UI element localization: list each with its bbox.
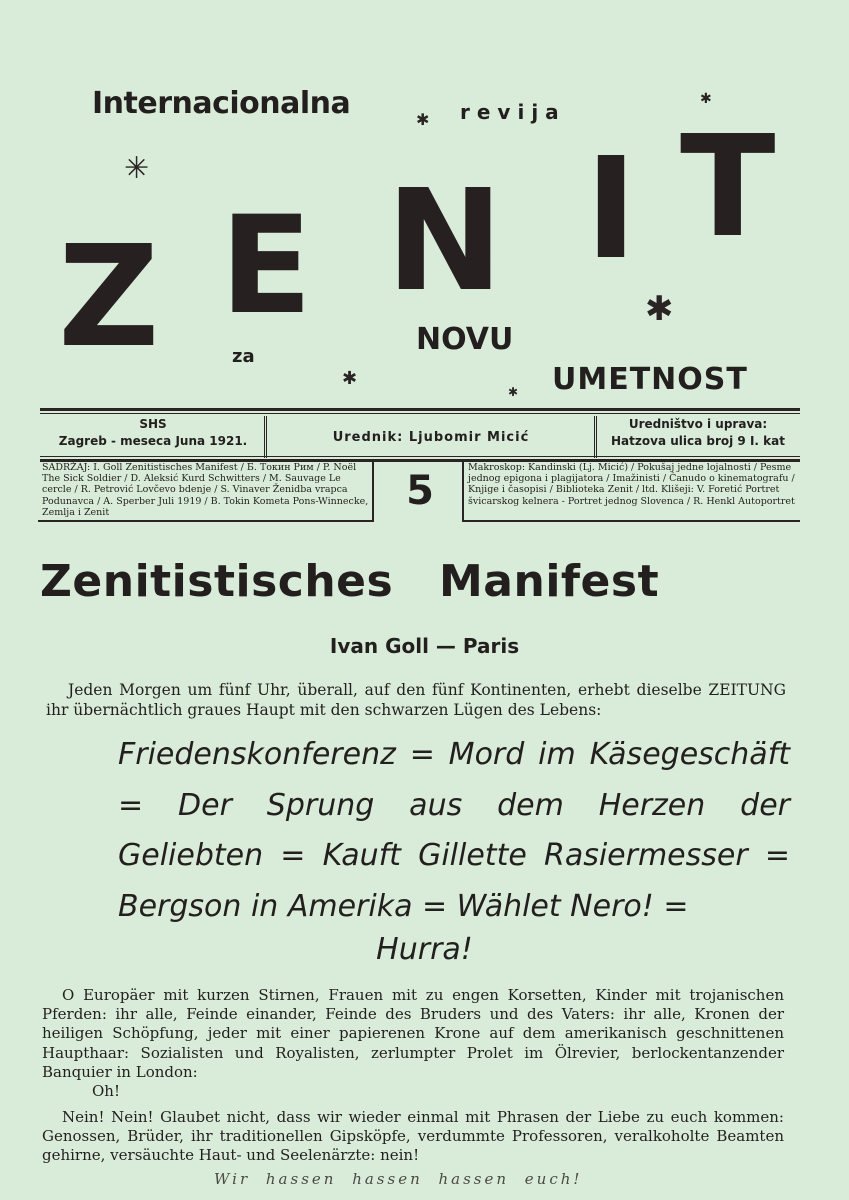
title-letter-z: Z — [58, 216, 160, 379]
masthead-date: Zagreb - meseca Juna 1921. — [58, 434, 248, 448]
title-letter-t: T — [680, 106, 776, 269]
title-letter-e: E — [220, 187, 313, 344]
star-icon: ✱ — [508, 385, 519, 399]
masthead-address: Hatzova ulica broj 9 I. kat — [611, 434, 785, 448]
paragraph-2: O Europäer mit kurzen Stirnen, Frauen mit zu engen Korsetten, Kinder mit trojanischen Pferden: ihr alle, Feinde einander, Feinde des Bruders und des Vaters: ihr alle, Kronen der heiligen Schöpfung, jeder mit einer papierenen Krone auf dem amerikanisch geschnittenen Haupthaar: Sozialisten und Royalisten, zerlumpter Prolet im Ölrevier, berlockentanzender Banquier in London: — [42, 986, 784, 1081]
word-za: za — [232, 346, 255, 367]
hurra-line: Hurra! — [376, 932, 473, 967]
closing-line: Wir hassen hassen hassen euch! — [214, 1170, 583, 1188]
oh-line: Oh! — [92, 1082, 120, 1100]
paragraph-3: Nein! Nein! Glaubet nicht, dass wir wieder einmal mit Phrasen der Liebe zu euch kommen: Genossen, Brüder, ihr traditionellen Gipsköpfe, verdummte Professoren, veralkoholte Beamten gehirne, versäuchte Haut- und Seelenärzte: nein! — [42, 1108, 784, 1165]
title-letter-n: N — [386, 160, 504, 323]
title-letter-i: I — [585, 128, 638, 291]
star-icon: ✳ — [124, 151, 150, 186]
masthead-editor: Urednik: Ljubomir Micić — [332, 429, 530, 445]
contents-left: SADRŽAJ: I. Goll Zenitistisches Manifest / Б. Токин Рим / P. Noël The Sick Soldier / D. Aleksić Kurd Schwitters / M. Sauvage Le cercle / R. Petrović Lovčevo bdenje / S. Vinaver Ženidba vrapca Podunavca / A. Sperber Juli 1919 / B. Tokin Kometa Pons-Winnecke, Zemlja i Zenit — [42, 462, 369, 518]
masthead-left — [40, 416, 266, 458]
paragraph-1: Jeden Morgen um fünf Uhr, überall, auf den fünf Kontinenten, erhebt dieselbe ZEITUNG ihr übernächtlich graues Haupt mit den schwarzen Lügen des Lebens: — [46, 681, 786, 719]
masthead — [40, 416, 800, 458]
star-icon: ✱ — [416, 110, 430, 129]
word-novu: NOVU — [416, 322, 514, 357]
word-umetnost: UMETNOST — [552, 362, 748, 397]
star-icon: ✱ — [342, 368, 358, 389]
article-title: Zenitistisches Manifest — [40, 556, 660, 607]
masthead-right — [596, 416, 800, 458]
masthead-rule-top-thin — [40, 413, 800, 414]
masthead-country: SHS — [139, 417, 167, 431]
star-icon: ✱ — [700, 91, 712, 107]
masthead-rule-top — [40, 408, 800, 411]
masthead-rule-bottom-thin — [40, 456, 800, 457]
subtitle-revija: revija — [460, 100, 566, 124]
contents-right: Makroskop: Kandinski (Lj. Micić) / Pokušaj jedne lojalnosti / Pesme jednog epigona i plagijatora / Imažinisti / Čanudo o kinematografu / Knjige i časopisi / Biblioteka Zenit / ltd. Klišeji: V. Foretić Portret švicarskog kelnera - Portret jednog Slovenca / R. Henkl Autoportret — [468, 462, 795, 507]
article-byline: Ivan Goll — Paris — [329, 634, 520, 658]
issue-number: 5 — [406, 468, 434, 514]
subtitle-internacionalna: Internacionalna — [92, 86, 351, 121]
asterisk-icon: ✱ — [645, 289, 674, 329]
italic-slogan: Friedenskonferenz = Mord im Käsegeschäft = Der Sprung aus dem Herzen der Geliebten = Kauft Gillette Rasiermesser = Bergson in Amerika = Wählet Nero! = — [118, 737, 790, 924]
masthead-office: Uredništvo i uprava: — [628, 417, 768, 431]
